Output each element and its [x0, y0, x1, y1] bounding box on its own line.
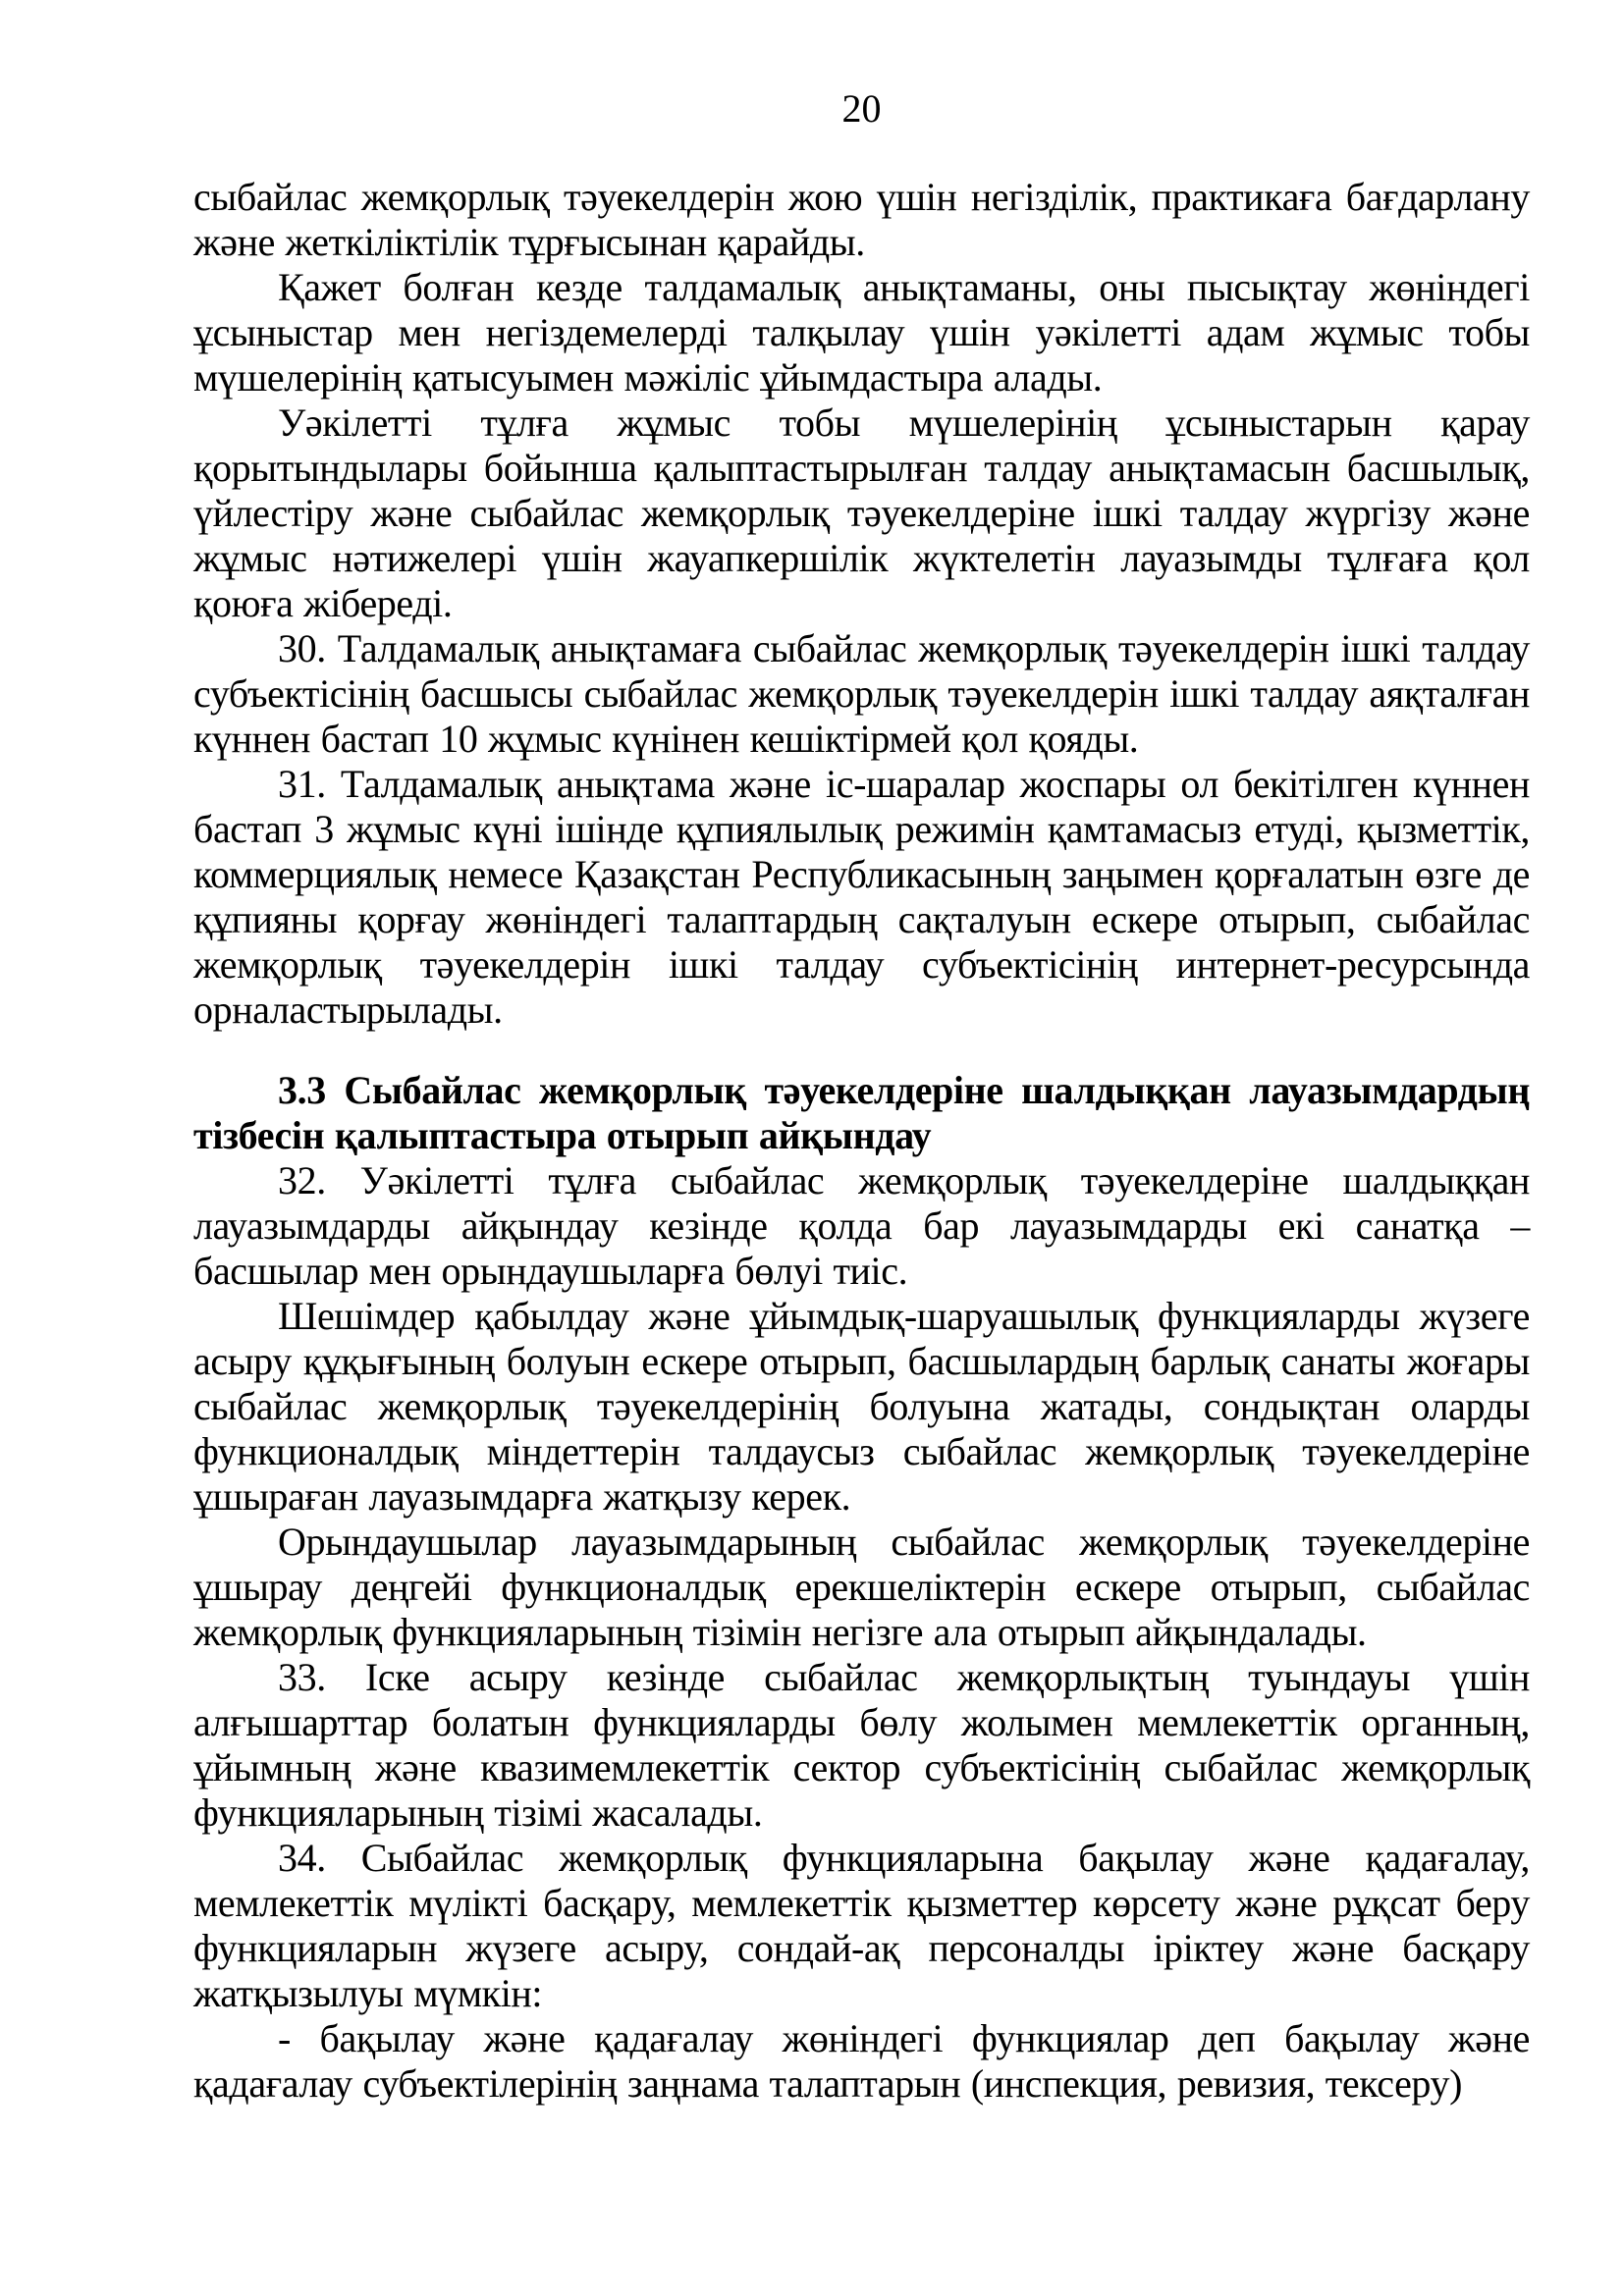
paragraph: Қажет болған кезде талдамалық анықтаманы, оны пысықтау жөніндегі ұсыныстар мен негіздемелерді талқылау үшін уәкілетті адам жұмыс тобы мүшелерінің қатысуымен мәжіліс ұйымдастыра алады.: [193, 265, 1530, 400]
paragraph: - бақылау және қадағалау жөніндегі функциялар деп бақылау және қадағалау субъектілерінің заңнама талаптарын (инспекция, ревизия, тексеру): [193, 2016, 1530, 2106]
paragraph: Шешімдер қабылдау және ұйымдық-шаруашылық функцияларды жүзеге асыру құқығының болуын ескере отырып, басшылардың барлық санаты жоғары сыбайлас жемқорлық тәуекелдерінің болуына жатады, сондықтан оларды функционалдық міндеттерін талдаусыз сыбайлас жемқорлық тәуекелдеріне ұшыраған лауазымдарға жатқызу керек.: [193, 1294, 1530, 1519]
document-body: [193, 175, 1530, 2107]
paragraph: 34. Сыбайлас жемқорлық функцияларына бақылау және қадағалау, мемлекеттік мүлікті басқару, мемлекеттік қызметтер көрсету және рұқсат беру функцияларын жүзеге асыру, сондай-ақ персоналды іріктеу және басқару жатқызылуы мүмкін:: [193, 1836, 1530, 2015]
page-number: 20: [841, 86, 882, 131]
paragraph: сыбайлас жемқорлық тәуекелдерін жою үшін негізділік, практикаға бағдарлану және жеткіліктілік тұрғысынан қарайды.: [193, 175, 1530, 264]
paragraph: 31. Талдамалық анықтама және іс-шаралар жоспары ол бекітілген күннен бастап 3 жұмыс күні ішінде құпиялылық режимін қамтамасыз етуді, қызметтік, коммерциялық немесе Қазақстан Республикасының заңымен қорғалатын өзге де құпияны қорғау жөніндегі талаптардың сақталуын ескере отырып, сыбайлас жемқорлық тәуекелдерін ішкі талдау субъектісінің интернет-ресурсында орналастырылады.: [193, 762, 1530, 1032]
paragraph: 32. Уәкілетті тұлға сыбайлас жемқорлық тәуекелдеріне шалдыққан лауазымдарды айқындау кезінде қолда бар лауазымдарды екі санатқа – басшылар мен орындаушыларға бөлуі тиіс.: [193, 1158, 1530, 1293]
paragraph: Орындаушылар лауазымдарының сыбайлас жемқорлық тәуекелдеріне ұшырау деңгейі функционалдық ерекшеліктерін ескере отырып, сыбайлас жемқорлық функцияларының тізімін негізге ала отырып айқындалады.: [193, 1520, 1530, 1654]
section-heading: 3.3 Сыбайлас жемқорлық тәуекелдеріне шалдыққан лауазымдардың тізбесін қалыптастыра отырып айқындау: [193, 1068, 1530, 1157]
paragraph: 33. Іске асыру кезінде сыбайлас жемқорлықтың туындауы үшін алғышарттар болатын функцияларды бөлу жолымен мемлекеттік органның, ұйымның және квазимемлекеттік сектор субъектісінің сыбайлас жемқорлық функцияларының тізімі жасалады.: [193, 1655, 1530, 1835]
paragraph: Уәкілетті тұлға жұмыс тобы мүшелерінің ұсыныстарын қарау қорытындылары бойынша қалыптастырылған талдау анықтамасын басшылық, үйлестіру және сыбайлас жемқорлық тәуекелдеріне ішкі талдау жүргізу және жұмыс нәтижелері үшін жауапкершілік жүктелетін лауазымды тұлғаға қол қоюға жібереді.: [193, 400, 1530, 625]
paragraph: 30. Талдамалық анықтамаға сыбайлас жемқорлық тәуекелдерін ішкі талдау субъектісінің басшысы сыбайлас жемқорлық тәуекелдерін ішкі талдау аяқталған күннен бастап 10 жұмыс күнінен кешіктірмей қол қояды.: [193, 626, 1530, 761]
